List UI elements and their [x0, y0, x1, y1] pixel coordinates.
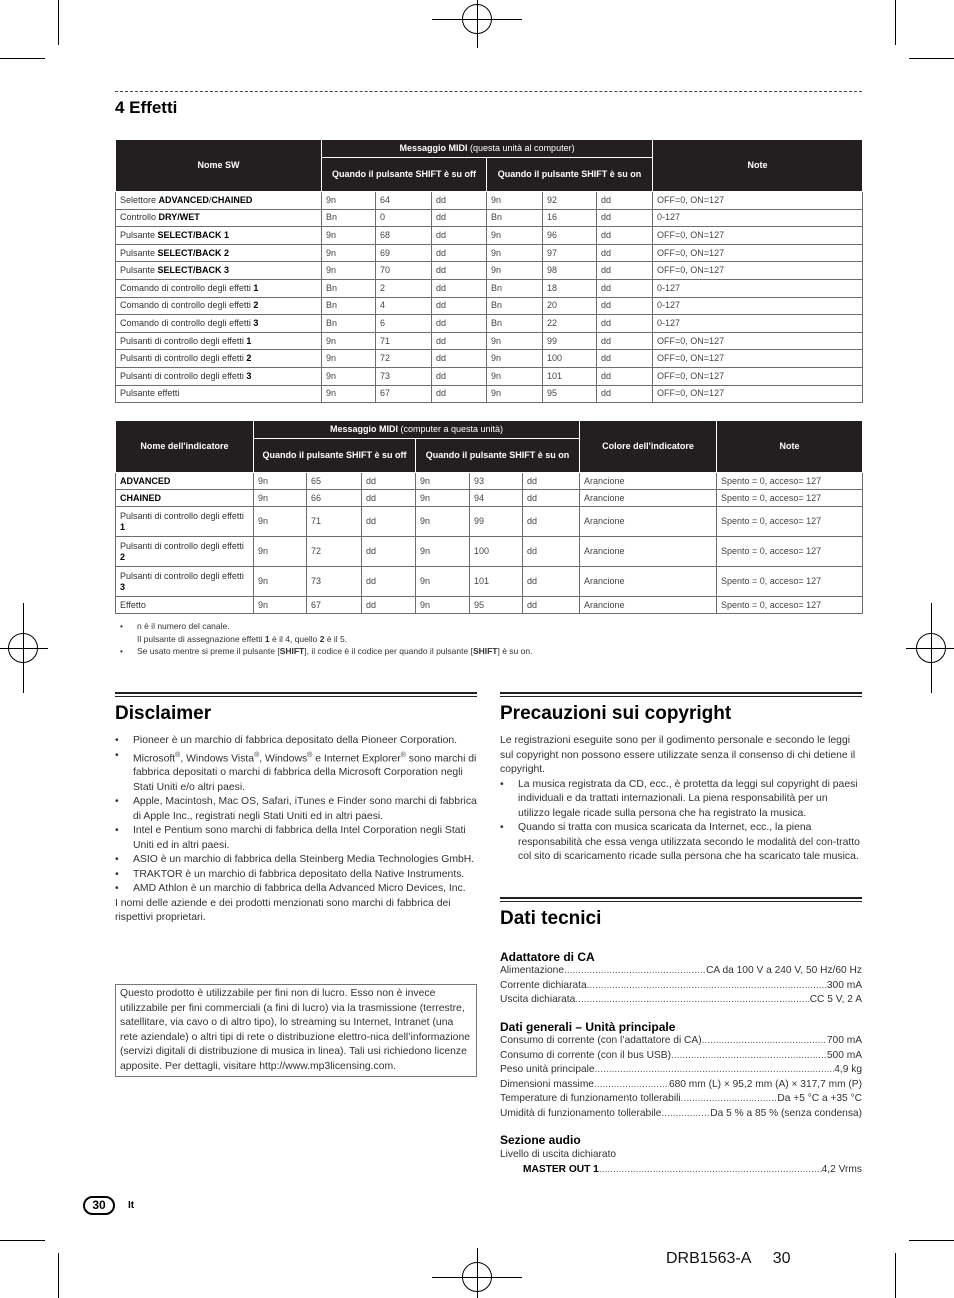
midi-value-cell: 9n	[487, 332, 543, 350]
table-row	[116, 244, 863, 262]
header-colore: Colore dell'indicatore	[580, 421, 717, 473]
midi-value-cell: 71	[376, 332, 432, 350]
midi-value-cell: 22	[543, 315, 597, 333]
midi-value-cell: Bn	[322, 297, 376, 315]
switch-name-cell: Comando di controllo degli effetti 2	[116, 297, 322, 315]
table-row	[116, 227, 863, 245]
note-cell: OFF=0, ON=127	[653, 192, 863, 210]
spec-row: Temperature di funzionamento tollerabili ..... Da +5 °C a +35 °C	[500, 1092, 862, 1107]
language-label: It	[128, 1200, 135, 1211]
switch-name-cell: Pulsante SELECT/BACK 3	[116, 262, 322, 280]
header-note: Note	[653, 140, 863, 192]
midi-value-cell: Bn	[487, 315, 543, 333]
midi-value-cell: dd	[597, 332, 653, 350]
list-item: • Pioneer è un marchio di fabbrica depositato della Pioneer Corporation.	[115, 735, 458, 746]
midi-value-cell: 72	[307, 537, 362, 567]
midi-value-cell: dd	[597, 244, 653, 262]
color-cell: Arancione	[580, 567, 717, 597]
midi-value-cell: 9n	[322, 262, 376, 280]
midi-value-cell: 99	[543, 332, 597, 350]
table-row	[116, 332, 863, 350]
midi-value-cell: Bn	[487, 209, 543, 227]
midi-value-cell: Bn	[322, 315, 376, 333]
table-row	[116, 567, 863, 597]
table-footnotes	[120, 620, 532, 658]
crop-mark	[58, 1253, 59, 1298]
color-cell: Arancione	[580, 507, 717, 537]
crop-mark	[909, 58, 954, 59]
note-cell: Spento = 0, acceso= 127	[717, 507, 863, 537]
crop-mark	[909, 1240, 954, 1241]
switch-name-cell: Pulsanti di controllo degli effetti 3	[116, 367, 322, 385]
midi-value-cell: 9n	[254, 537, 307, 567]
midi-value-cell: 9n	[322, 350, 376, 368]
midi-value-cell: 9n	[487, 262, 543, 280]
midi-value-cell: dd	[523, 507, 580, 537]
indicator-name-cell: CHAINED	[116, 490, 254, 507]
section-title: 4 Effetti	[115, 98, 178, 117]
midi-value-cell: dd	[597, 209, 653, 227]
midi-value-cell: 95	[470, 597, 523, 614]
list-item: • AMD Athlon è un marchio di fabbrica della Advanced Micro Devices, Inc.	[115, 883, 466, 895]
note-cell: OFF=0, ON=127	[653, 385, 863, 403]
document-code: DRB1563-A 30	[666, 1250, 791, 1267]
note-cell: Spento = 0, acceso= 127	[717, 490, 863, 507]
midi-value-cell: 71	[307, 507, 362, 537]
midi-value-cell: 9n	[322, 332, 376, 350]
midi-value-cell: Bn	[487, 279, 543, 297]
midi-value-cell: 16	[543, 209, 597, 227]
note-cell: Spento = 0, acceso= 127	[717, 597, 863, 614]
midi-value-cell: 101	[470, 567, 523, 597]
midi-value-cell: dd	[597, 315, 653, 333]
switch-name-cell: Pulsante effetti	[116, 385, 322, 403]
list-item: • ASIO è un marchio di fabbrica della Steinberg Media Technologies GmbH.	[115, 854, 475, 866]
copyright-intro: Le registrazioni eseguite sono per il godimento personale e secondo le leggi sul copyright non possono essere utilizzate senza il consenso di chi detiene il copyright.	[500, 735, 856, 775]
midi-value-cell: 94	[470, 490, 523, 507]
midi-value-cell: dd	[597, 367, 653, 385]
midi-value-cell: dd	[523, 567, 580, 597]
midi-value-cell: 9n	[487, 227, 543, 245]
midi-value-cell: 9n	[487, 385, 543, 403]
indicator-name-cell: Effetto	[116, 597, 254, 614]
indicator-name-cell: ADVANCED	[116, 473, 254, 490]
switch-name-cell: Pulsanti di controllo degli effetti 2	[116, 350, 322, 368]
spec-row: Uscita dichiarata ..... CC 5 V, 2 A	[500, 993, 862, 1008]
midi-table-indicators	[115, 420, 863, 614]
midi-value-cell: 73	[376, 367, 432, 385]
table-row	[116, 315, 863, 333]
midi-value-cell: 68	[376, 227, 432, 245]
indicator-name-cell: Pulsanti di controllo degli effetti 2	[116, 537, 254, 567]
midi-value-cell: 2	[376, 279, 432, 297]
midi-value-cell: 9n	[416, 490, 470, 507]
spec-row: Umidità di funzionamento tollerabile ..... Da 5 % a 85 % (senza condensa)	[500, 1107, 862, 1122]
midi-value-cell: 67	[307, 597, 362, 614]
midi-value-cell: 9n	[254, 473, 307, 490]
midi-value-cell: dd	[432, 209, 487, 227]
midi-table-switches	[115, 139, 863, 403]
midi-value-cell: dd	[523, 473, 580, 490]
list-item: • Quando si tratta con musica scaricata da Internet, ecc., la piena responsabilità che essa venga utilizzata secondo le modalità del con-tratto col sito di scaricamento ricade sulla persona che ha scaricato tale musica.	[500, 822, 860, 862]
midi-value-cell: 9n	[416, 567, 470, 597]
spec-row: Peso unità principale ..... 4,9 kg	[500, 1063, 862, 1078]
table-row	[116, 490, 863, 507]
table-row	[116, 192, 863, 210]
spec-line: Livello di uscita dichiarato	[500, 1149, 617, 1160]
switch-name-cell: Pulsanti di controllo degli effetti 1	[116, 332, 322, 350]
table-row	[116, 209, 863, 227]
disclaimer-title: Disclaimer	[115, 703, 212, 724]
list-item: • Microsoft®, Windows Vista®, Windows® e Internet Explorer® sono marchi di fabbrica depositati o marchi di fabbrica della Microsoft Corporation negli Stati Uniti e/o altri paesi.	[115, 749, 477, 793]
table-row	[116, 597, 863, 614]
spec-group-title: Dati generali – Unità principale	[500, 1020, 676, 1034]
mp3-license-notice: Questo prodotto è utilizzabile per fini non di lucro. Esso non è invece utilizzabile per fini commerciali (a fini di lucro) via la trasmissione (terrestre, satellitare, via cavo o di altro tipo), lo streaming su Internet, Intranet (una rete aziendale) o altri tipi di rete o distribuzione elettro-nica dell’informazione (servizi digitali di distribuzione di musica in linea). Tali usi richiedono licenze apposite. Per dettagli, visitare http://www.mp3licensing.com.	[115, 984, 477, 1077]
disclaimer-body	[115, 734, 477, 926]
header-shift-off: Quando il pulsante SHIFT è su off	[322, 158, 487, 192]
color-cell: Arancione	[580, 490, 717, 507]
list-item: • La musica registrata da CD, ecc., è protetta da leggi sul copyright di paesi individuali e da trattati internazionali. La piena responsabilità per un utilizzo legale ricade sulla persona che ha registrato la musica.	[500, 778, 858, 819]
midi-value-cell: 9n	[322, 367, 376, 385]
note-cell: OFF=0, ON=127	[653, 332, 863, 350]
midi-value-cell: dd	[432, 192, 487, 210]
midi-value-cell: 9n	[487, 192, 543, 210]
table-row	[116, 297, 863, 315]
midi-value-cell: dd	[432, 262, 487, 280]
footnote: Il pulsante di assegnazione effetti 1 è il 4, quello 2 è il 5.	[137, 633, 348, 644]
midi-value-cell: dd	[432, 350, 487, 368]
page-number-badge: 30	[83, 1196, 115, 1215]
note-cell: OFF=0, ON=127	[653, 244, 863, 262]
midi-value-cell: 65	[307, 473, 362, 490]
midi-value-cell: dd	[523, 537, 580, 567]
switch-name-cell: Pulsante SELECT/BACK 2	[116, 244, 322, 262]
midi-value-cell: 18	[543, 279, 597, 297]
spec-group-adapter	[500, 964, 862, 1008]
midi-value-cell: 9n	[416, 507, 470, 537]
midi-value-cell: 64	[376, 192, 432, 210]
midi-value-cell: 9n	[254, 507, 307, 537]
spec-group-audio	[500, 1148, 862, 1177]
midi-value-cell: dd	[597, 192, 653, 210]
crop-mark	[0, 58, 45, 59]
list-item: • TRAKTOR è un marchio di fabbrica depositato della Native Instruments.	[115, 868, 465, 880]
note-cell: 0-127	[653, 209, 863, 227]
spec-row: Alimentazione ..... CA da 100 V a 240 V, 50 Hz/60 Hz	[500, 964, 862, 979]
header-nome-indicatore: Nome dell'indicatore	[116, 421, 254, 473]
dashed-rule	[115, 91, 862, 92]
header-midi-message: Messaggio MIDI (questa unità al computer)	[322, 140, 653, 158]
list-item: • Apple, Macintosh, Mac OS, Safari, iTunes e Finder sono marchi di fabbrica di Apple Inc., registrati negli Stati Uniti ed in altri paesi.	[115, 796, 477, 822]
midi-value-cell: 69	[376, 244, 432, 262]
crop-mark	[0, 1240, 45, 1241]
midi-value-cell: 70	[376, 262, 432, 280]
spec-row: Corrente dichiarata ..... 300 mA	[500, 979, 862, 994]
midi-value-cell: 9n	[487, 367, 543, 385]
midi-value-cell: dd	[432, 385, 487, 403]
note-cell: OFF=0, ON=127	[653, 350, 863, 368]
table-row	[116, 507, 863, 537]
midi-value-cell: 9n	[487, 244, 543, 262]
midi-value-cell: 96	[543, 227, 597, 245]
header-shift-on: Quando il pulsante SHIFT è su on	[416, 439, 580, 473]
midi-value-cell: 100	[470, 537, 523, 567]
header-shift-on: Quando il pulsante SHIFT è su on	[487, 158, 653, 192]
midi-value-cell: dd	[362, 490, 416, 507]
section-rule	[500, 692, 862, 697]
midi-value-cell: 72	[376, 350, 432, 368]
midi-value-cell: 93	[470, 473, 523, 490]
midi-value-cell: 95	[543, 385, 597, 403]
midi-value-cell: 99	[470, 507, 523, 537]
midi-value-cell: dd	[432, 279, 487, 297]
switch-name-cell: Pulsante SELECT/BACK 1	[116, 227, 322, 245]
section-rule	[500, 897, 862, 902]
midi-value-cell: dd	[597, 227, 653, 245]
spec-row: Dimensioni massime ..... 680 mm (L) × 95,2 mm (A) × 317,7 mm (P)	[500, 1078, 862, 1093]
footnote: • n è il numero del canale.	[120, 621, 230, 631]
midi-value-cell: dd	[597, 279, 653, 297]
midi-value-cell: dd	[432, 244, 487, 262]
table-row	[116, 537, 863, 567]
midi-value-cell: 73	[307, 567, 362, 597]
midi-value-cell: 0	[376, 209, 432, 227]
midi-value-cell: 101	[543, 367, 597, 385]
midi-value-cell: dd	[432, 297, 487, 315]
midi-value-cell: dd	[362, 597, 416, 614]
color-cell: Arancione	[580, 597, 717, 614]
midi-value-cell: 67	[376, 385, 432, 403]
spec-row: MASTER OUT 1 ..... 4,2 Vrms	[500, 1163, 862, 1178]
note-cell: OFF=0, ON=127	[653, 262, 863, 280]
midi-value-cell: dd	[362, 473, 416, 490]
midi-value-cell: 20	[543, 297, 597, 315]
midi-value-cell: 9n	[322, 192, 376, 210]
midi-value-cell: 9n	[254, 597, 307, 614]
disclaimer-closing: I nomi delle aziende e dei prodotti menzionati sono marchi di fabbrica dei rispettivi proprietari.	[115, 897, 451, 924]
table-row	[116, 385, 863, 403]
midi-value-cell: 97	[543, 244, 597, 262]
midi-value-cell: 9n	[254, 490, 307, 507]
spec-row: Consumo di corrente (con il bus USB) ..... 500 mA	[500, 1049, 862, 1064]
midi-value-cell: 9n	[416, 473, 470, 490]
color-cell: Arancione	[580, 473, 717, 490]
switch-name-cell: Controllo DRY/WET	[116, 209, 322, 227]
midi-value-cell: 9n	[322, 244, 376, 262]
spec-group-general	[500, 1034, 862, 1121]
footnote: • Se usato mentre si preme il pulsante [SHIFT], il codice è il codice per quando il pulsante [SHIFT] è su on.	[120, 646, 533, 656]
midi-value-cell: Bn	[487, 297, 543, 315]
copyright-title: Precauzioni sui copyright	[500, 703, 732, 724]
note-cell: 0-127	[653, 297, 863, 315]
table-row	[116, 473, 863, 490]
midi-value-cell: dd	[597, 350, 653, 368]
midi-value-cell: Bn	[322, 279, 376, 297]
color-cell: Arancione	[580, 537, 717, 567]
midi-value-cell: 100	[543, 350, 597, 368]
midi-value-cell: dd	[432, 332, 487, 350]
midi-value-cell: dd	[597, 385, 653, 403]
table-row	[116, 279, 863, 297]
list-item: • Intel e Pentium sono marchi di fabbrica della Intel Corporation negli Stati Uniti ed in altri paesi.	[115, 825, 466, 851]
crop-mark	[58, 0, 59, 45]
header-midi-message: Messaggio MIDI (computer a questa unità)	[254, 421, 580, 439]
switch-name-cell: Selettore ADVANCED/CHAINED	[116, 192, 322, 210]
midi-value-cell: dd	[597, 297, 653, 315]
note-cell: Spento = 0, acceso= 127	[717, 473, 863, 490]
midi-value-cell: dd	[523, 490, 580, 507]
note-cell: Spento = 0, acceso= 127	[717, 567, 863, 597]
header-note: Note	[717, 421, 863, 473]
note-cell: OFF=0, ON=127	[653, 367, 863, 385]
midi-value-cell: 9n	[416, 537, 470, 567]
switch-name-cell: Comando di controllo degli effetti 3	[116, 315, 322, 333]
note-cell: OFF=0, ON=127	[653, 227, 863, 245]
midi-value-cell: 9n	[322, 385, 376, 403]
note-cell: Spento = 0, acceso= 127	[717, 537, 863, 567]
midi-value-cell: dd	[523, 597, 580, 614]
midi-value-cell: dd	[432, 315, 487, 333]
midi-value-cell: dd	[362, 567, 416, 597]
midi-value-cell: dd	[362, 507, 416, 537]
midi-value-cell: 9n	[487, 350, 543, 368]
spec-row: Consumo di corrente (con l’adattatore di CA) ..... 700 mA	[500, 1034, 862, 1049]
midi-value-cell: 6	[376, 315, 432, 333]
indicator-name-cell: Pulsanti di controllo degli effetti 1	[116, 507, 254, 537]
note-cell: 0-127	[653, 279, 863, 297]
midi-value-cell: 9n	[416, 597, 470, 614]
table-row	[116, 262, 863, 280]
midi-value-cell: dd	[597, 262, 653, 280]
midi-value-cell: 9n	[254, 567, 307, 597]
header-nome-sw: Nome SW	[116, 140, 322, 192]
switch-name-cell: Comando di controllo degli effetti 1	[116, 279, 322, 297]
spec-group-title: Adattatore di CA	[500, 950, 595, 964]
midi-value-cell: 92	[543, 192, 597, 210]
spec-group-title: Sezione audio	[500, 1133, 581, 1147]
table-row	[116, 350, 863, 368]
midi-value-cell: 9n	[322, 227, 376, 245]
midi-value-cell: dd	[432, 227, 487, 245]
crop-mark	[895, 0, 896, 45]
midi-value-cell: 98	[543, 262, 597, 280]
copyright-body	[500, 734, 862, 865]
crop-mark	[895, 1253, 896, 1298]
midi-value-cell: dd	[432, 367, 487, 385]
indicator-name-cell: Pulsanti di controllo degli effetti 3	[116, 567, 254, 597]
midi-value-cell: dd	[362, 537, 416, 567]
section-rule	[115, 692, 477, 697]
specs-title: Dati tecnici	[500, 908, 602, 929]
midi-value-cell: 66	[307, 490, 362, 507]
note-cell: 0-127	[653, 315, 863, 333]
midi-value-cell: 4	[376, 297, 432, 315]
header-shift-off: Quando il pulsante SHIFT è su off	[254, 439, 416, 473]
table-row	[116, 367, 863, 385]
midi-value-cell: Bn	[322, 209, 376, 227]
